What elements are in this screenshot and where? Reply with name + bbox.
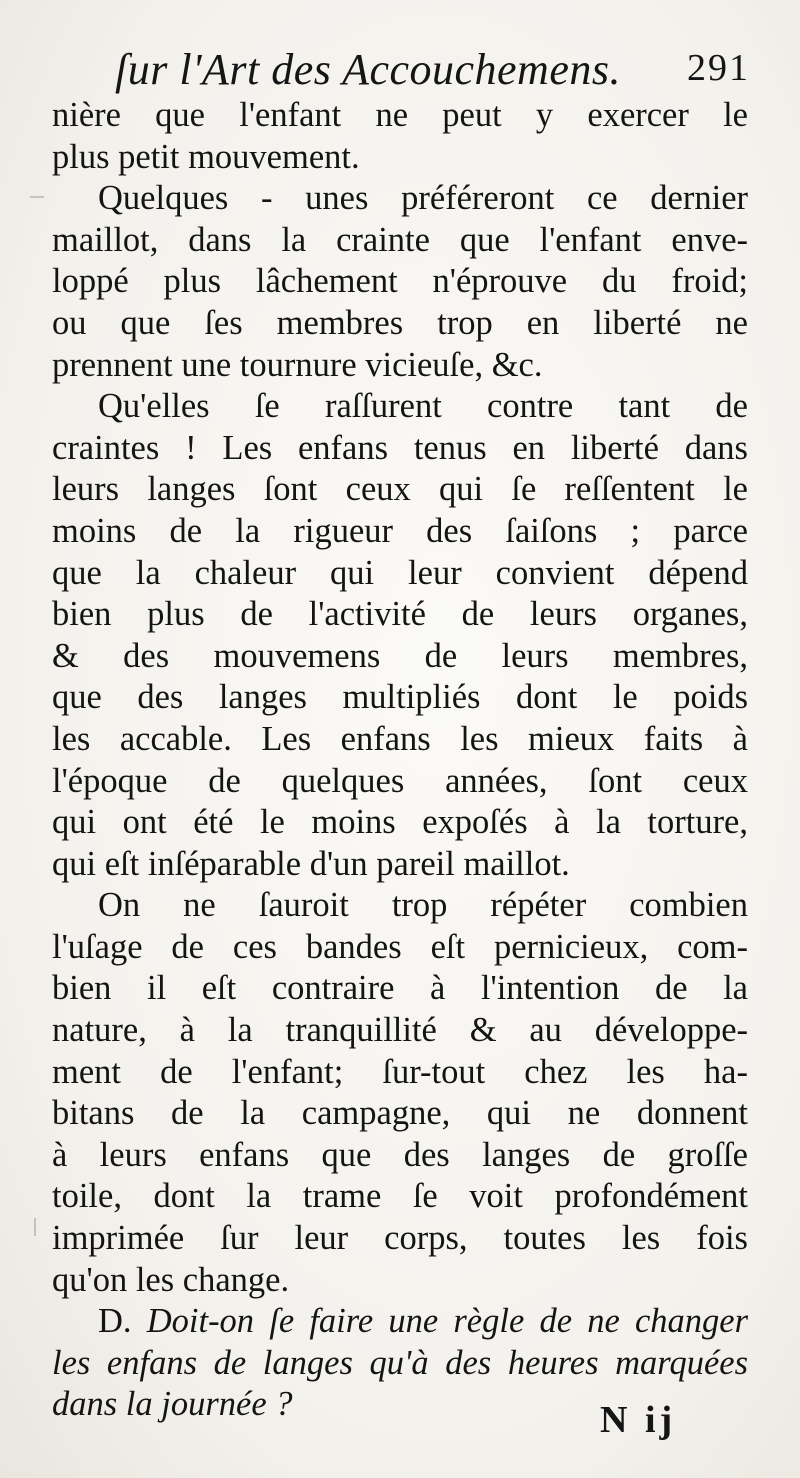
text-line: nature, à la tranquillité & au développe-	[52, 1011, 748, 1050]
text-line: maillot, dans la crainte que l'enfant enve-	[52, 220, 748, 259]
question-line: dans la journée ?	[52, 1385, 293, 1424]
text-line: à leurs enfans que des langes de groſſe	[52, 1135, 748, 1174]
text-line: bien plus de l'activité de leurs organes,	[52, 595, 748, 634]
text-line: que des langes multipliés dont le poids	[52, 678, 748, 717]
text-line: toile, dont la trame ſe voit profondément	[52, 1177, 748, 1216]
paragraph-start-line: On ne ſauroit trop répéter combien	[98, 886, 748, 925]
text-line: l'uſage de ces bandes eſt pernicieux, com-	[52, 927, 748, 966]
text-line: & des mouvemens de leurs membres,	[52, 636, 748, 675]
text-line: bitans de la campagne, qui ne donnent	[52, 1094, 748, 1133]
page-number: 291	[687, 47, 750, 89]
text-line: que la chaleur qui leur convient dépend	[52, 553, 748, 592]
text-line: ou que ſes membres trop en liberté ne	[52, 303, 748, 342]
text-line: bien il eſt contraire à l'intention de la	[52, 969, 748, 1008]
text-line: plus petit mouvement.	[52, 137, 360, 176]
text-line: craintes ! Les enfans tenus en liberté dans	[52, 428, 748, 467]
text-line: qui eſt inſéparable d'un pareil maillot.	[52, 844, 570, 883]
question-line: les enfans de langes qu'à des heures marquées	[52, 1343, 748, 1382]
question-marker: D.	[98, 1302, 132, 1341]
margin-smudge	[34, 1218, 36, 1236]
margin-smudge	[30, 196, 44, 198]
signature-mark: N ij	[600, 1399, 677, 1441]
question-text: Doit-on ſe faire une règle de ne changer	[146, 1302, 748, 1341]
paragraph-start-line: Quelques - unes préféreront ce dernier	[98, 179, 748, 218]
question-line	[52, 1301, 748, 1343]
text-line: ment de l'enfant; ſur-tout chez les ha-	[52, 1052, 748, 1091]
text-line: qu'on les change.	[52, 1260, 290, 1299]
body-text	[52, 95, 748, 1426]
text-line: moins de la rigueur des ſaiſons ; parce	[52, 511, 748, 550]
text-line: leurs langes ſont ceux qui ſe reſſentent le	[52, 470, 748, 509]
running-title: ſur l'Art des Accouchemens.	[115, 45, 621, 94]
text-line: nière que l'enfant ne peut y exercer le	[52, 96, 748, 134]
paragraph-start-line: Qu'elles ſe raſſurent contre tant de	[98, 387, 748, 426]
text-line: les accable. Les enfans les mieux faits à	[52, 719, 748, 758]
text-line: imprimée ſur leur corps, toutes les fois	[52, 1219, 748, 1258]
text-line: loppé plus lâchement n'éprouve du froid;	[52, 262, 748, 301]
text-line: prennent une tournure vicieuſe, &c.	[52, 345, 543, 384]
page-header	[115, 44, 750, 100]
text-line: l'époque de quelques années, ſont ceux	[52, 761, 748, 800]
text-line: qui ont été le moins expoſés à la torture,	[52, 803, 748, 842]
